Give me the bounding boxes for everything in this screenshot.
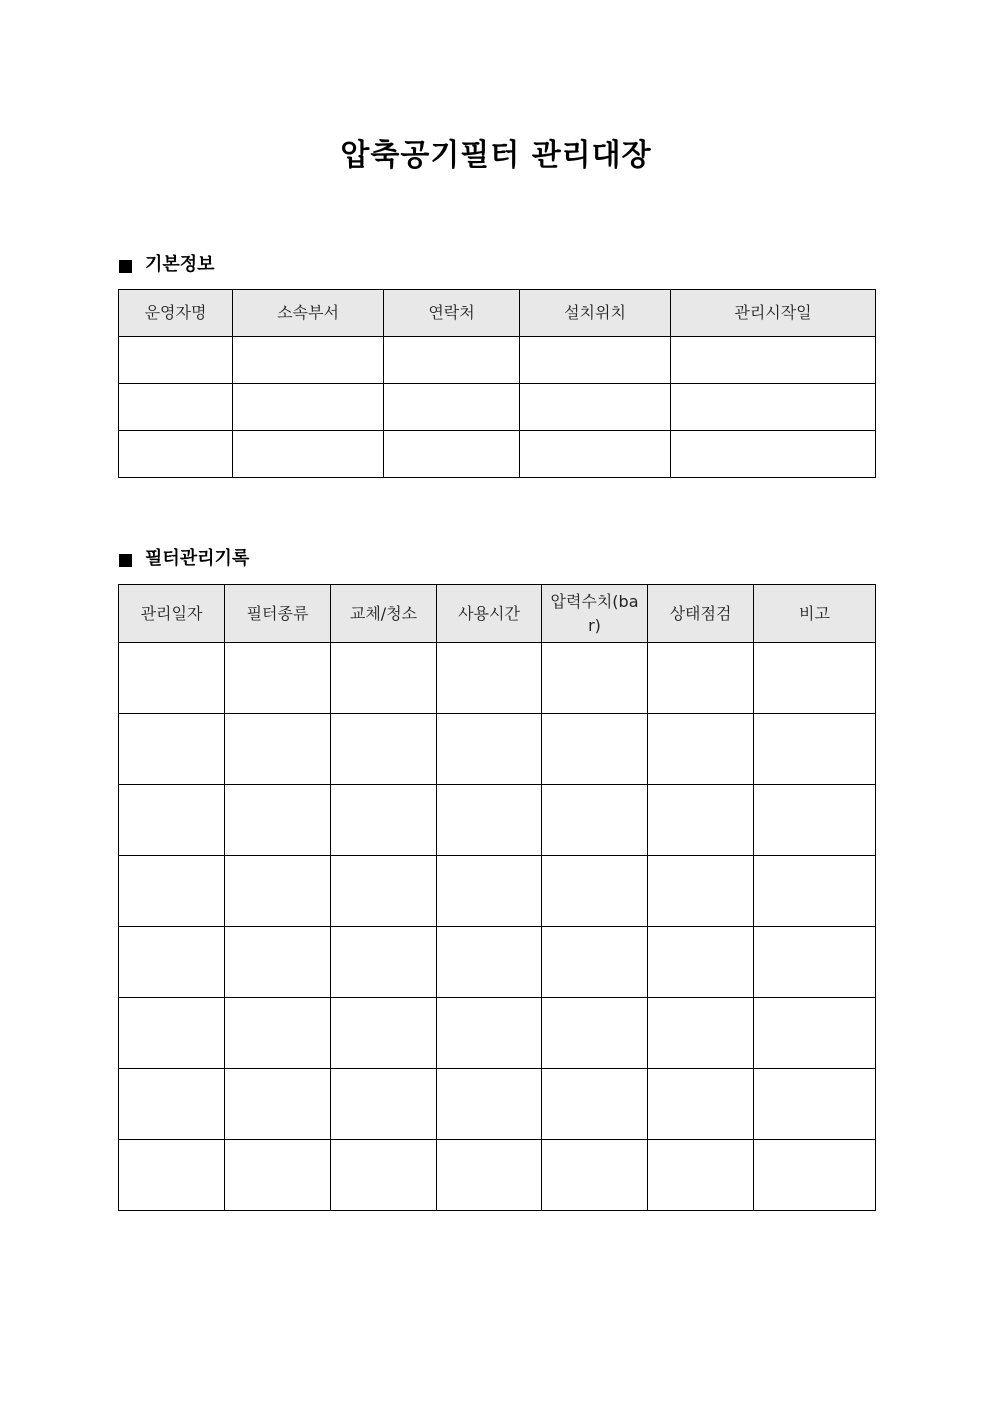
table-cell[interactable] xyxy=(648,1140,754,1211)
table-cell[interactable] xyxy=(331,643,437,714)
table-cell[interactable] xyxy=(648,998,754,1069)
table-cell[interactable] xyxy=(331,714,437,785)
table-cell[interactable] xyxy=(119,998,225,1069)
table-cell[interactable] xyxy=(225,785,331,856)
table-cell[interactable] xyxy=(119,337,233,384)
table-cell[interactable] xyxy=(384,337,520,384)
column-header-department: 소속부서 xyxy=(233,290,384,337)
table-row xyxy=(119,856,876,927)
table-cell[interactable] xyxy=(648,856,754,927)
table-cell[interactable] xyxy=(225,998,331,1069)
table-cell[interactable] xyxy=(754,1140,876,1211)
table-row xyxy=(119,1140,876,1211)
table-cell[interactable] xyxy=(542,927,648,998)
table-cell[interactable] xyxy=(754,1069,876,1140)
table-cell[interactable] xyxy=(754,856,876,927)
table-cell[interactable] xyxy=(331,785,437,856)
table-cell[interactable] xyxy=(542,856,648,927)
basic-info-table xyxy=(118,289,876,478)
section-heading-label: 기본정보 xyxy=(145,254,215,275)
table-cell[interactable] xyxy=(542,643,648,714)
column-header-start-date: 관리시작일 xyxy=(671,290,876,337)
column-header-replace-clean: 교체/청소 xyxy=(331,585,437,643)
table-cell[interactable] xyxy=(225,927,331,998)
table-row xyxy=(119,927,876,998)
table-cell[interactable] xyxy=(671,337,876,384)
table-cell[interactable] xyxy=(331,927,437,998)
table-cell[interactable] xyxy=(119,384,233,431)
table-row xyxy=(119,643,876,714)
column-header-remarks: 비고 xyxy=(754,585,876,643)
table-cell[interactable] xyxy=(671,431,876,478)
table-cell[interactable] xyxy=(648,785,754,856)
table-cell[interactable] xyxy=(225,1069,331,1140)
table-cell[interactable] xyxy=(225,1140,331,1211)
column-header-operator-name: 운영자명 xyxy=(119,290,233,337)
table-cell[interactable] xyxy=(437,1140,542,1211)
column-header-install-location: 설치위치 xyxy=(520,290,671,337)
table-cell[interactable] xyxy=(225,714,331,785)
column-header-status-check: 상태점검 xyxy=(648,585,754,643)
filter-records-table xyxy=(118,584,876,1211)
table-cell[interactable] xyxy=(384,431,520,478)
table-cell[interactable] xyxy=(520,384,671,431)
table-header-row xyxy=(119,585,876,643)
table-row xyxy=(119,785,876,856)
table-cell[interactable] xyxy=(542,1140,648,1211)
table-header-row xyxy=(119,290,876,337)
table-cell[interactable] xyxy=(542,1069,648,1140)
table-cell[interactable] xyxy=(648,643,754,714)
table-cell[interactable] xyxy=(384,384,520,431)
column-header-filter-type: 필터종류 xyxy=(225,585,331,643)
column-header-manage-date: 관리일자 xyxy=(119,585,225,643)
table-cell[interactable] xyxy=(648,1069,754,1140)
table-row xyxy=(119,714,876,785)
table-cell[interactable] xyxy=(754,785,876,856)
table-cell[interactable] xyxy=(119,643,225,714)
table-cell[interactable] xyxy=(331,856,437,927)
table-cell[interactable] xyxy=(225,643,331,714)
table-cell[interactable] xyxy=(331,1069,437,1140)
document-title: 압축공기필터 관리대장 xyxy=(340,138,652,173)
table-cell[interactable] xyxy=(119,1140,225,1211)
table-cell[interactable] xyxy=(119,785,225,856)
table-cell[interactable] xyxy=(119,1069,225,1140)
table-cell[interactable] xyxy=(233,431,384,478)
table-cell[interactable] xyxy=(520,337,671,384)
table-cell[interactable] xyxy=(233,337,384,384)
table-cell[interactable] xyxy=(119,927,225,998)
table-cell[interactable] xyxy=(648,927,754,998)
column-header-contact: 연락처 xyxy=(384,290,520,337)
column-header-usage-hours: 사용시간 xyxy=(437,585,542,643)
table-row xyxy=(119,384,876,431)
section-heading-label: 필터관리기록 xyxy=(145,548,250,569)
table-cell[interactable] xyxy=(331,1140,437,1211)
table-cell[interactable] xyxy=(437,643,542,714)
table-cell[interactable] xyxy=(648,714,754,785)
table-row xyxy=(119,337,876,384)
table-cell[interactable] xyxy=(119,714,225,785)
table-row xyxy=(119,1069,876,1140)
table-cell[interactable] xyxy=(437,927,542,998)
square-bullet-icon xyxy=(119,554,132,567)
table-cell[interactable] xyxy=(671,384,876,431)
table-cell[interactable] xyxy=(331,998,437,1069)
table-row xyxy=(119,998,876,1069)
section-heading-basic-info xyxy=(119,252,215,278)
table-cell[interactable] xyxy=(542,785,648,856)
table-cell[interactable] xyxy=(437,714,542,785)
table-cell[interactable] xyxy=(754,714,876,785)
table-row xyxy=(119,431,876,478)
table-cell[interactable] xyxy=(233,384,384,431)
column-header-pressure: 압력수치(bar) xyxy=(542,585,648,643)
table-cell[interactable] xyxy=(754,643,876,714)
table-cell[interactable] xyxy=(520,431,671,478)
section-heading-filter-records xyxy=(119,546,249,572)
table-cell[interactable] xyxy=(542,714,648,785)
square-bullet-icon xyxy=(119,260,132,273)
table-cell[interactable] xyxy=(754,927,876,998)
table-cell[interactable] xyxy=(225,856,331,927)
table-cell[interactable] xyxy=(437,785,542,856)
table-cell[interactable] xyxy=(437,998,542,1069)
table-cell[interactable] xyxy=(119,856,225,927)
table-cell[interactable] xyxy=(754,998,876,1069)
table-cell[interactable] xyxy=(542,998,648,1069)
table-cell[interactable] xyxy=(119,431,233,478)
table-cell[interactable] xyxy=(437,1069,542,1140)
table-cell[interactable] xyxy=(437,856,542,927)
